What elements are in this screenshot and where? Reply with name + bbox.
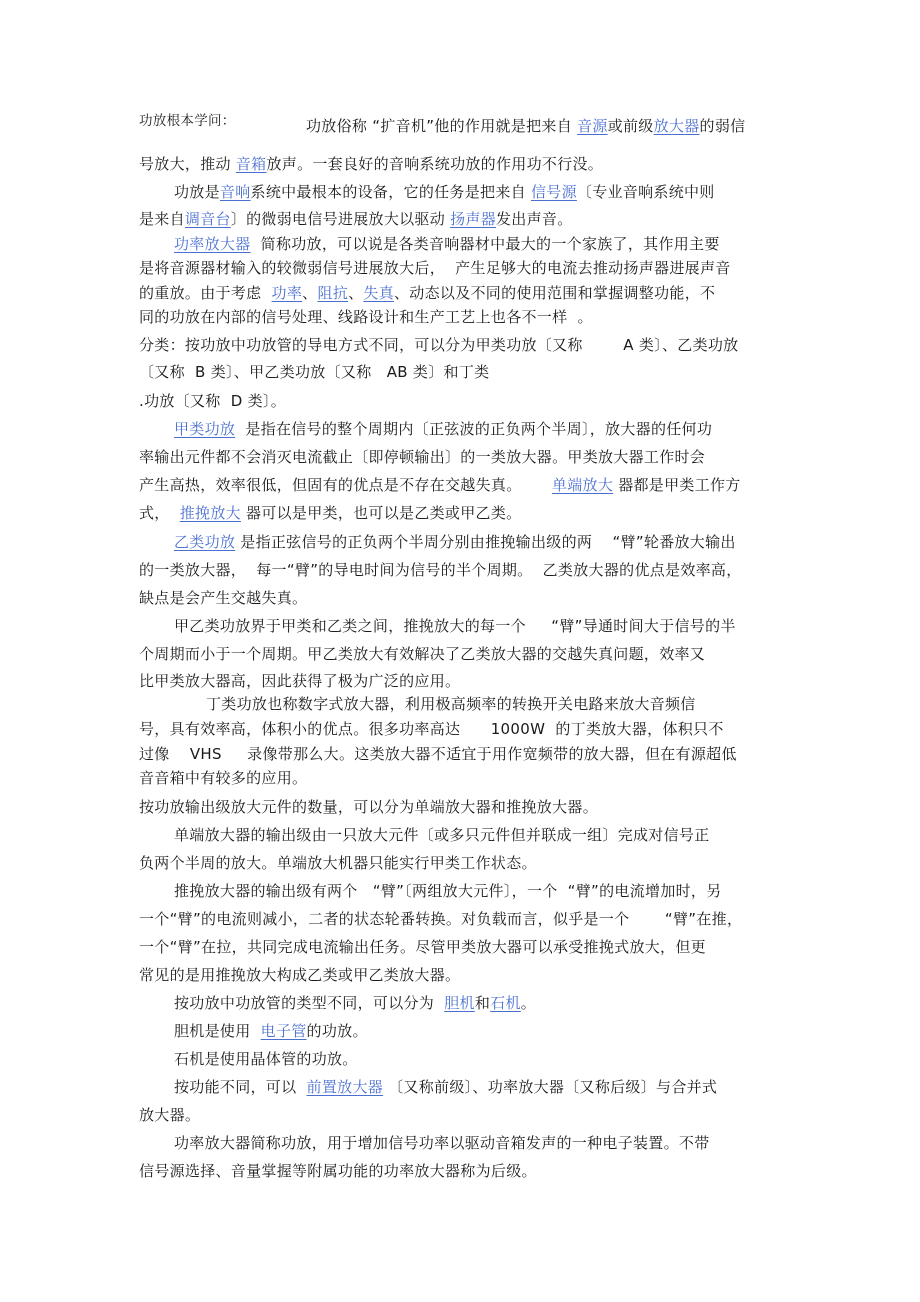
- doc-heading-text: 功放根本学问：: [139, 113, 236, 129]
- text-run: 、动态以及不同的使用范围和掌握调整功能，不: [394, 284, 716, 302]
- link-dianziguan[interactable]: 电子管: [260, 1022, 307, 1040]
- paragraph-line: [306, 116, 745, 136]
- paragraph-line: 按功放输出级放大元件的数量，可以分为单端放大器和推挽放大器。: [139, 798, 599, 816]
- paragraph-line: 甲乙类功放界于甲类和乙类之间，推挽放大的每一个 “臂”导通时间大于信号的半: [174, 617, 736, 635]
- paragraph-line: [139, 209, 573, 229]
- paragraph-line: [174, 182, 715, 202]
- paragraph-line: 功率放大器简称功放，用于增加信号功率以驱动音箱发声的一种电子装置。不带: [174, 1134, 710, 1152]
- paragraph-line: 放大器。: [139, 1106, 201, 1124]
- paragraph-line: 常见的是用推挽放大构成乙类或甲乙类放大器。: [139, 966, 461, 984]
- text-run: 是来自: [139, 210, 185, 228]
- paragraph-line: 〔又称 B 类〕、甲乙类功放〔又称 AB 类〕和丁类: [139, 363, 490, 381]
- text-run: 系统中最根本的设备，它的任务是把来自: [250, 183, 531, 201]
- link-qianzhifangdaqi[interactable]: 前置放大器: [306, 1078, 384, 1096]
- link-xinhaoyuan[interactable]: 信号源: [531, 183, 577, 201]
- text-run: 的功放。: [306, 1022, 368, 1040]
- paragraph-line: 单端放大器的输出级由一只放大元件〔或多只元件但并联成一组〕完成对信号正: [174, 826, 710, 844]
- paragraph-line: 一个“臂”在拉，共同完成电流输出任务。尽管甲类放大器可以承受推挽式放大，但更: [139, 938, 706, 956]
- link-shizhen[interactable]: 失真: [363, 284, 394, 302]
- text-run: 、: [348, 284, 364, 302]
- paragraph-line: 过像 VHS 录像带那么大。这类放大器不适宜于用作宽频带的放大器，但在有源超低: [139, 745, 737, 763]
- text-run: 的弱信: [699, 117, 746, 135]
- paragraph-line: 分类：按功放中功放管的导电方式不同，可以分为甲类功放〔又称 A 类〕、乙类功放: [139, 336, 739, 354]
- paragraph-line: 的一类放大器， 每一“臂”的导电时间为信号的半个周期。 乙类放大器的优点是效率高，: [139, 561, 742, 579]
- text-run: 〕的微弱电信号进展放大以驱动: [230, 210, 451, 228]
- paragraph-line: 号，具有效率高，体积小的优点。很多功率高达 1000W 的丁类放大器，体积只不: [139, 720, 724, 738]
- doc-heading: [139, 111, 236, 131]
- paragraph-line: .功放〔又称 D 类〕。: [139, 392, 287, 410]
- paragraph-line: 比甲类放大器高，因此获得了极为广泛的应用。: [139, 672, 461, 690]
- link-yileigongfang[interactable]: 乙类功放: [174, 533, 236, 551]
- text-run: 。: [520, 994, 537, 1012]
- paragraph-line: 率输出元件都不会消灭电流截止〔即停顿输出〕的一类放大器。甲类放大器工作时会: [139, 448, 706, 466]
- paragraph-line: [139, 283, 715, 303]
- text-run: 发出声音。: [496, 210, 573, 228]
- text-run: 产生高热，效率很低，但固有的优点是不存在交越失真。: [139, 476, 552, 494]
- link-yinxiang2[interactable]: 音响: [219, 183, 251, 201]
- link-tuiwanfangda[interactable]: 推挽放大: [179, 504, 241, 522]
- link-shiji[interactable]: 石机: [490, 994, 521, 1012]
- text-run: 是指正弦信号的正负两个半周分别由推挽输出级的两 “臂”轮番放大输出: [235, 533, 736, 551]
- link-jialeigongfang[interactable]: 甲类功放: [174, 420, 236, 438]
- text-run: 按功能不同，可以: [174, 1078, 307, 1096]
- link-fangdaqi[interactable]: 放大器: [653, 117, 700, 135]
- text-run: 功放是: [174, 183, 220, 201]
- link-tiaoyintai[interactable]: 调音台: [184, 210, 231, 228]
- text-run: 〔专业音响系统中则: [576, 183, 715, 201]
- text-run: 功放俗称 “扩音机”他的作用就是把来自: [306, 117, 578, 135]
- text-run: 器都是甲类工作方: [613, 476, 741, 494]
- text-run: 、: [302, 284, 318, 302]
- link-danduanfangda[interactable]: 单端放大: [551, 476, 614, 494]
- paragraph-line: 负两个半周的放大。单端放大机器只能实行甲类工作状态。: [139, 854, 537, 872]
- link-gonglv[interactable]: 功率: [271, 284, 303, 302]
- text-run: 或前级: [607, 117, 654, 135]
- text-run: 〔又称前级〕、功率放大器〔又称后级〕与合并式: [383, 1078, 718, 1096]
- paragraph-line: [174, 532, 736, 552]
- text-run: 器可以是甲类，也可以是乙类或甲乙类。: [240, 504, 522, 522]
- text-run: 的重放。由于考虑: [139, 284, 272, 302]
- text-run: 是指在信号的整个周期内〔正弦波的正负两个半周〕，放大器的任何功: [235, 420, 713, 438]
- text-run: 式，: [139, 504, 180, 522]
- text-run: 和: [474, 994, 491, 1012]
- paragraph-line: 个周期而小于一个周期。甲乙类放大有效解决了乙类放大器的交越失真问题，效率又: [139, 645, 706, 663]
- link-zukang[interactable]: 阻抗: [317, 284, 349, 302]
- paragraph-line: [174, 234, 720, 254]
- paragraph-line: 缺点是会产生交越失真。: [139, 589, 308, 607]
- paragraph-line: [139, 154, 603, 174]
- text-run: 胆机是使用: [174, 1022, 261, 1040]
- paragraph-line: 一个“臂”的电流则减小，二者的状态轮番转换。对负载而言，似乎是一个 “臂”在推，: [139, 910, 743, 928]
- paragraph-line: [139, 475, 741, 495]
- text-run: 简称功放，可以说是各类音响器材中最大的一个家族了，其作用主要: [250, 235, 720, 253]
- paragraph-line: 推挽放大器的输出级有两个 “臂”〔两组放大元件〕，一个 “臂”的电流增加时，另: [174, 882, 722, 900]
- link-yinyuan[interactable]: 音源: [577, 117, 608, 135]
- text-run: 号放大，推动: [139, 155, 236, 173]
- paragraph-line: 石机是使用晶体管的功放。: [174, 1050, 358, 1068]
- link-yangshengqi[interactable]: 扬声器: [450, 210, 496, 228]
- paragraph-line: 信号源选择、音量掌握等附属功能的功率放大器称为后级。: [139, 1162, 537, 1180]
- paragraph-line: [139, 503, 521, 523]
- text-run: 放声。一套良好的音响系统功放的作用功不行没。: [266, 155, 604, 173]
- paragraph-line: 是将音源器材输入的较微弱信号进展放大后， 产生足够大的电流去推动扬声器进展声音: [139, 259, 731, 277]
- paragraph-line: [174, 1077, 717, 1097]
- paragraph-line: 音音箱中有较多的应用。: [139, 769, 308, 787]
- link-danji[interactable]: 胆机: [444, 994, 475, 1012]
- paragraph-line: [174, 993, 536, 1013]
- paragraph-line: [174, 419, 712, 439]
- paragraph-line: 同的功放在内部的信号处理、线路设计和生产工艺上也各不一样 。: [139, 308, 593, 326]
- paragraph-line: 丁类功放也称数字式放大器，利用极高频率的转换开关电路来放大音频信: [206, 695, 696, 713]
- link-yinxiang[interactable]: 音箱: [235, 155, 267, 173]
- paragraph-line: [174, 1021, 368, 1041]
- link-gonglvfangdaqi[interactable]: 功率放大器: [174, 235, 251, 253]
- text-run: 按功放中功放管的类型不同，可以分为: [174, 994, 445, 1012]
